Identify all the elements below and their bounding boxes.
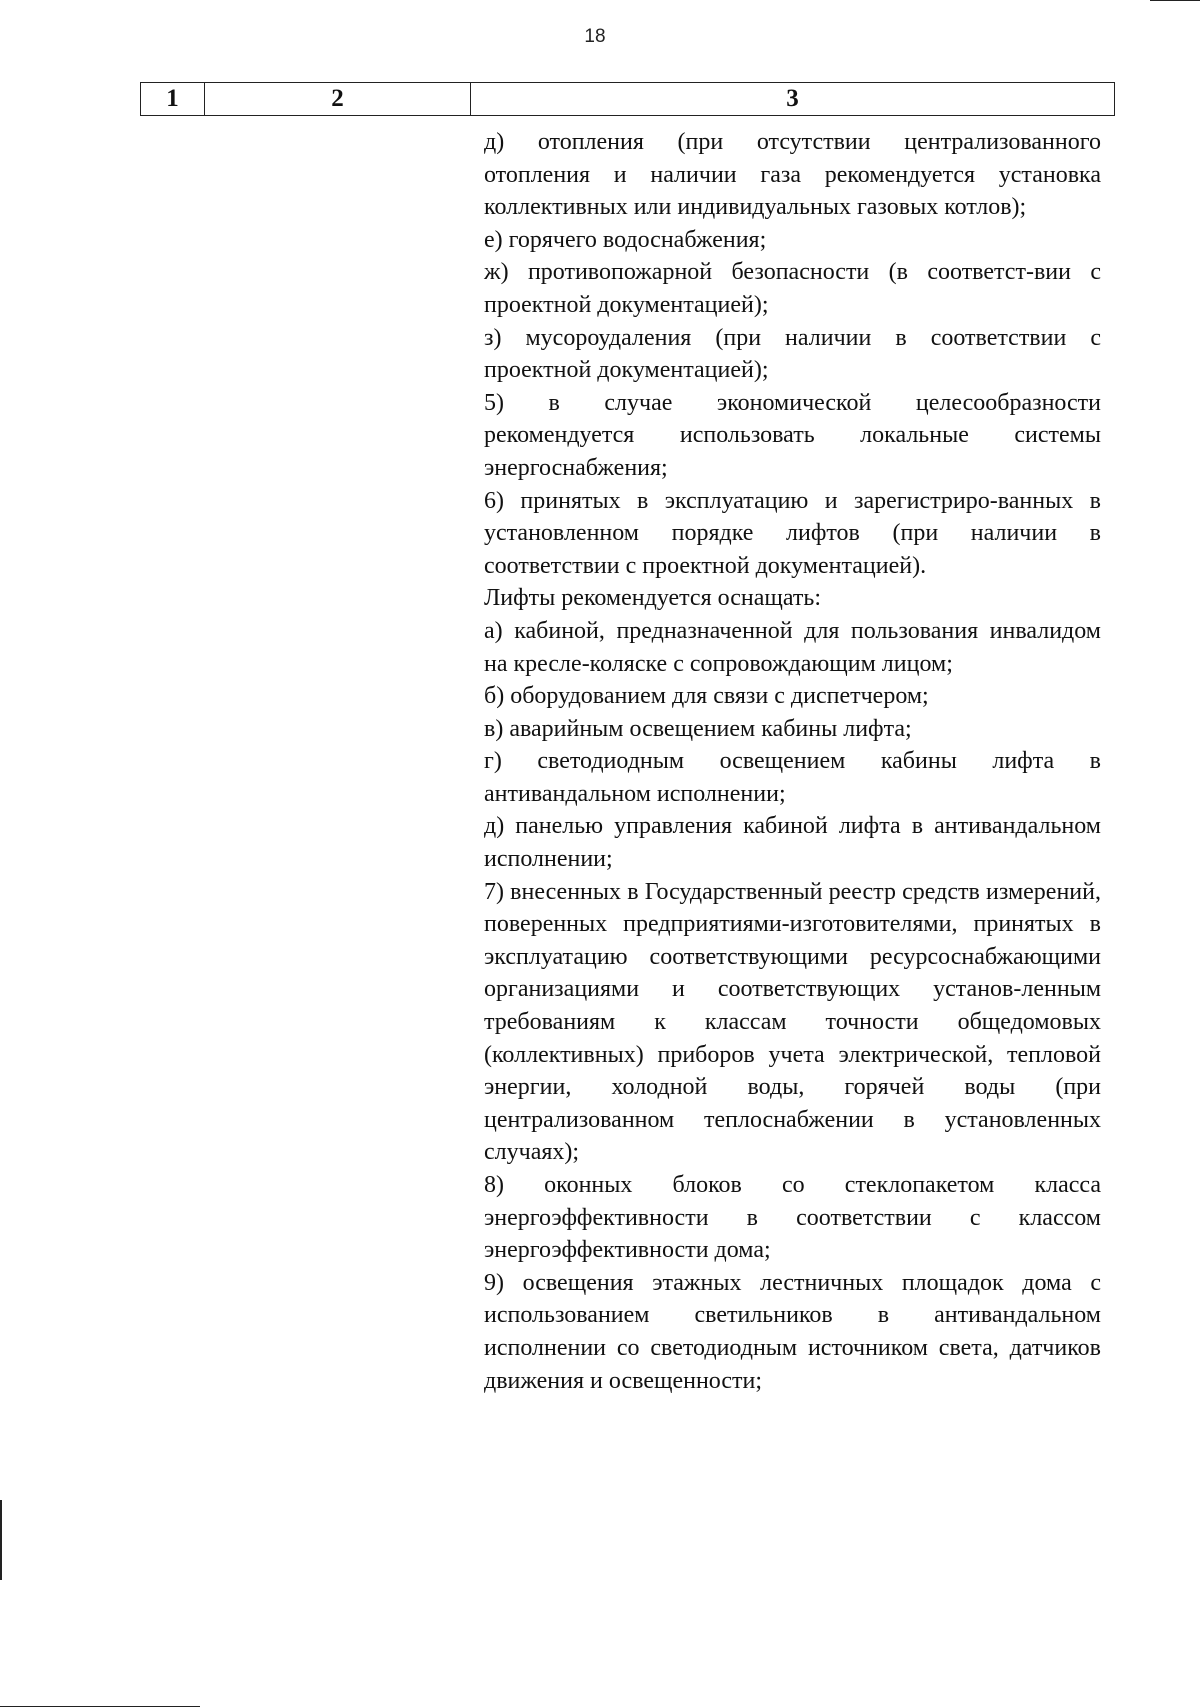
table-header-row [140, 82, 1115, 116]
paragraph: 6) принятых в эксплуатацию и зарегистриро-ванных в установленном порядке лифтов (при наличии в соответствии с проектной документацией). [484, 487, 1101, 579]
column-3-text [484, 126, 1101, 1397]
paragraph: ж) противопожарной безопасности (в соответст-вии с проектной документацией); [484, 259, 1101, 318]
paragraph: а) кабиной, предназначенной для пользования инвалидом на кресле-коляске с сопровождающим лицом; [484, 617, 1101, 677]
scan-edge-mark-bottom [0, 1706, 200, 1707]
paragraph: е) горячего водоснабжения; [484, 226, 767, 253]
paragraph: 7) внесенных в Государственный реестр средств измерений, поверенных предприятиями-изготовителями, принятых в эксплуатацию соответствующими ресурсоснабжающими организациями и соответствующих установ-ленным требованиям к классам точности общедомовых (коллективных) приборов учета электрической, тепловой энергии, холодной воды, горячей воды (при централизованном теплоснабжении в установленных случаях); [484, 878, 1101, 1166]
table-header-col-3: 3 [786, 85, 799, 112]
table-header-col-2: 2 [205, 83, 471, 115]
paragraph: д) отопления (при отсутствии централизованного отопления и наличии газа рекомендуется установка коллективных или индивидуальных газовых котлов); [484, 129, 1101, 221]
paragraph: б) оборудованием для связи с диспетчером; [484, 683, 929, 710]
scan-edge-mark-left [0, 1500, 2, 1580]
paragraph: 9) освещения этажных лестничных площадок дома с использованием светильников в антивандальном исполнении со светодиодным источником света, датчиков движения и освещенности; [484, 1269, 1101, 1394]
paragraph: Лифты рекомендуется оснащать: [484, 585, 821, 612]
paragraph: з) мусороудаления (при наличии в соответствии с проектной документацией); [484, 324, 1101, 384]
paragraph: г) светодиодным освещением кабины лифта в антивандальном исполнении; [484, 748, 1101, 807]
table-header-col-1: 1 [141, 83, 205, 115]
page-number: 18 [584, 26, 606, 47]
paragraph: в) аварийным освещением кабины лифта; [484, 715, 912, 742]
paragraph: д) панелью управления кабиной лифта в антивандальном исполнении; [484, 813, 1101, 873]
paragraph: 5) в случае экономической целесообразности рекомендуется использовать локальные системы энергоснабжения; [484, 389, 1101, 481]
paragraph: 8) оконных блоков со стеклопакетом класса энергоэффективности в соответствии с классом энергоэффективности дома; [484, 1172, 1101, 1264]
scan-edge-mark-top [1150, 0, 1200, 1]
